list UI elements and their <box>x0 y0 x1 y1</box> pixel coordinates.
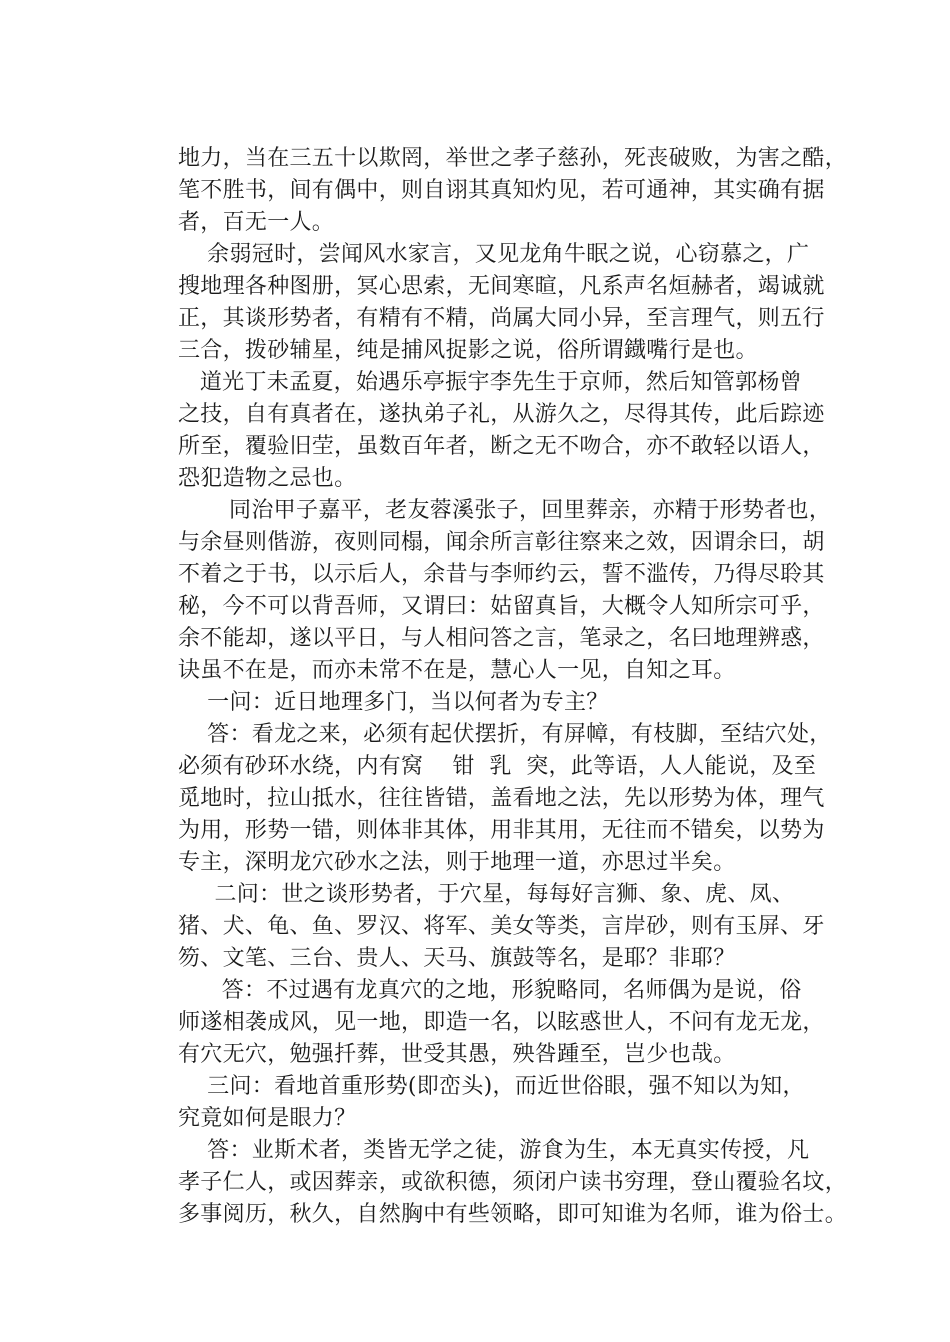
text-line: 余弱冠时，尝闻风水家言，又见龙角牛眠之说，心窃慕之，广 <box>178 242 810 267</box>
text-line: 与余昼则偕游，夜则同榻，闻余所言彰往察来之效，因谓余曰，胡 <box>178 530 825 555</box>
text-line: 同治甲子嘉平，老友蓉溪张子，回里葬亲，亦精于形势者也， <box>178 498 832 523</box>
question-line: 一问：近日地理多门，当以何者为专主？ <box>178 690 609 715</box>
text-line: 师遂相袭成风，见一地，即造一名，以眩惑世人，不问有龙无龙， <box>178 1010 825 1035</box>
text-line: 有穴无穴，勉强扦葬，世受其愚，殃咎踵至，岂少也哉。 <box>178 1042 736 1067</box>
question-line: 三问：看地首重形势(即峦头)，而近世俗眼，强不知以为知， <box>178 1074 805 1099</box>
answer-line: 答：不过遇有龙真穴的之地，形貌略同，名师偶为是说，俗 <box>178 978 802 1003</box>
text-line: 孝子仁人，或因葬亲，或欲积德，须闭户读书穷理，登山覆验名坟， <box>178 1170 848 1195</box>
text-line: 道光丁未孟夏，始遇乐亭振宇李先生于京师，然后知管郭杨曾 <box>178 370 802 395</box>
text-line: 笔不胜书，间有偶中，则自诩其真知灼见，若可通神，其实确有据 <box>178 178 825 203</box>
text-line: 觅地时，拉山抵水，往往皆错，盖看地之法，先以形势为体，理气 <box>178 786 825 811</box>
answer-line: 答：业斯术者，类皆无学之徒，游食为生，本无真实传授，凡 <box>178 1138 810 1163</box>
text-line: 搜地理各种图册，冥心思索，无间寒暄，凡系声名烜赫者，竭诚就 <box>178 274 825 299</box>
text-line: 者，百无一人。 <box>178 210 335 235</box>
text-line: 笏、文笔、三台、贵人、天马、旗鼓等名，是耶？非耶？ <box>178 946 736 971</box>
text-line: 秘，今不可以背吾师，又谓曰：姑留真旨，大概令人知所宗可乎， <box>178 594 825 619</box>
text-line: 专主，深明龙穴砂水之法，则于地理一道，亦思过半矣。 <box>178 850 736 875</box>
answer-line: 答：看龙之来，必须有起伏摆折，有屏幛，有枝脚，至结穴处， <box>178 722 832 747</box>
text-line: 正，其谈形势者，有精有不精，尚属大同小异，至言理气，则五行 <box>178 306 825 331</box>
text-line: 猪、犬、龟、鱼、罗汉、将军、美女等类，言岸砂，则有玉屏、牙 <box>178 914 825 939</box>
text-line: 所至，覆验旧茔，虽数百年者，断之无不吻合，亦不敢轻以语人， <box>178 434 825 459</box>
text-line: 之技，自有真者在，遂执弟子礼，从游久之，尽得其传，此后踪迹 <box>178 402 825 427</box>
text-line: 多事阅历，秋久，自然胸中有些领略，即可知谁为名师，谁为俗士。 <box>178 1202 848 1227</box>
text-line: 必须有砂环水绕，内有窝 钳 乳 突，此等语，人人能说，及至 <box>178 754 817 779</box>
text-line: 究竟如何是眼力？ <box>178 1106 357 1131</box>
text-line: 诀虽不在是，而亦未常不在是，慧心人一见，自知之耳。 <box>178 658 736 683</box>
text-line: 恐犯造物之忌也。 <box>178 466 357 491</box>
text-line: 不着之于书，以示后人，余昔与李师约云，誓不滥传，乃得尽聆其 <box>178 562 825 587</box>
text-line: 为用，形势一错，则体非其体，用非其用，无往而不错矣，以势为 <box>178 818 825 843</box>
question-line: 二问：世之谈形势者，于穴星，每每好言狮、象、虎、凤、 <box>178 882 795 907</box>
text-line: 地力，当在三五十以欺罔，举世之孝子慈孙，死丧破败，为害之酷， <box>178 146 848 171</box>
text-line: 余不能却，遂以平日，与人相问答之言，笔录之，名曰地理辨惑， <box>178 626 825 651</box>
text-line: 三合，拨砂辅星，纯是捕风捉影之说，俗所谓鐡嘴行是也。 <box>178 338 758 363</box>
